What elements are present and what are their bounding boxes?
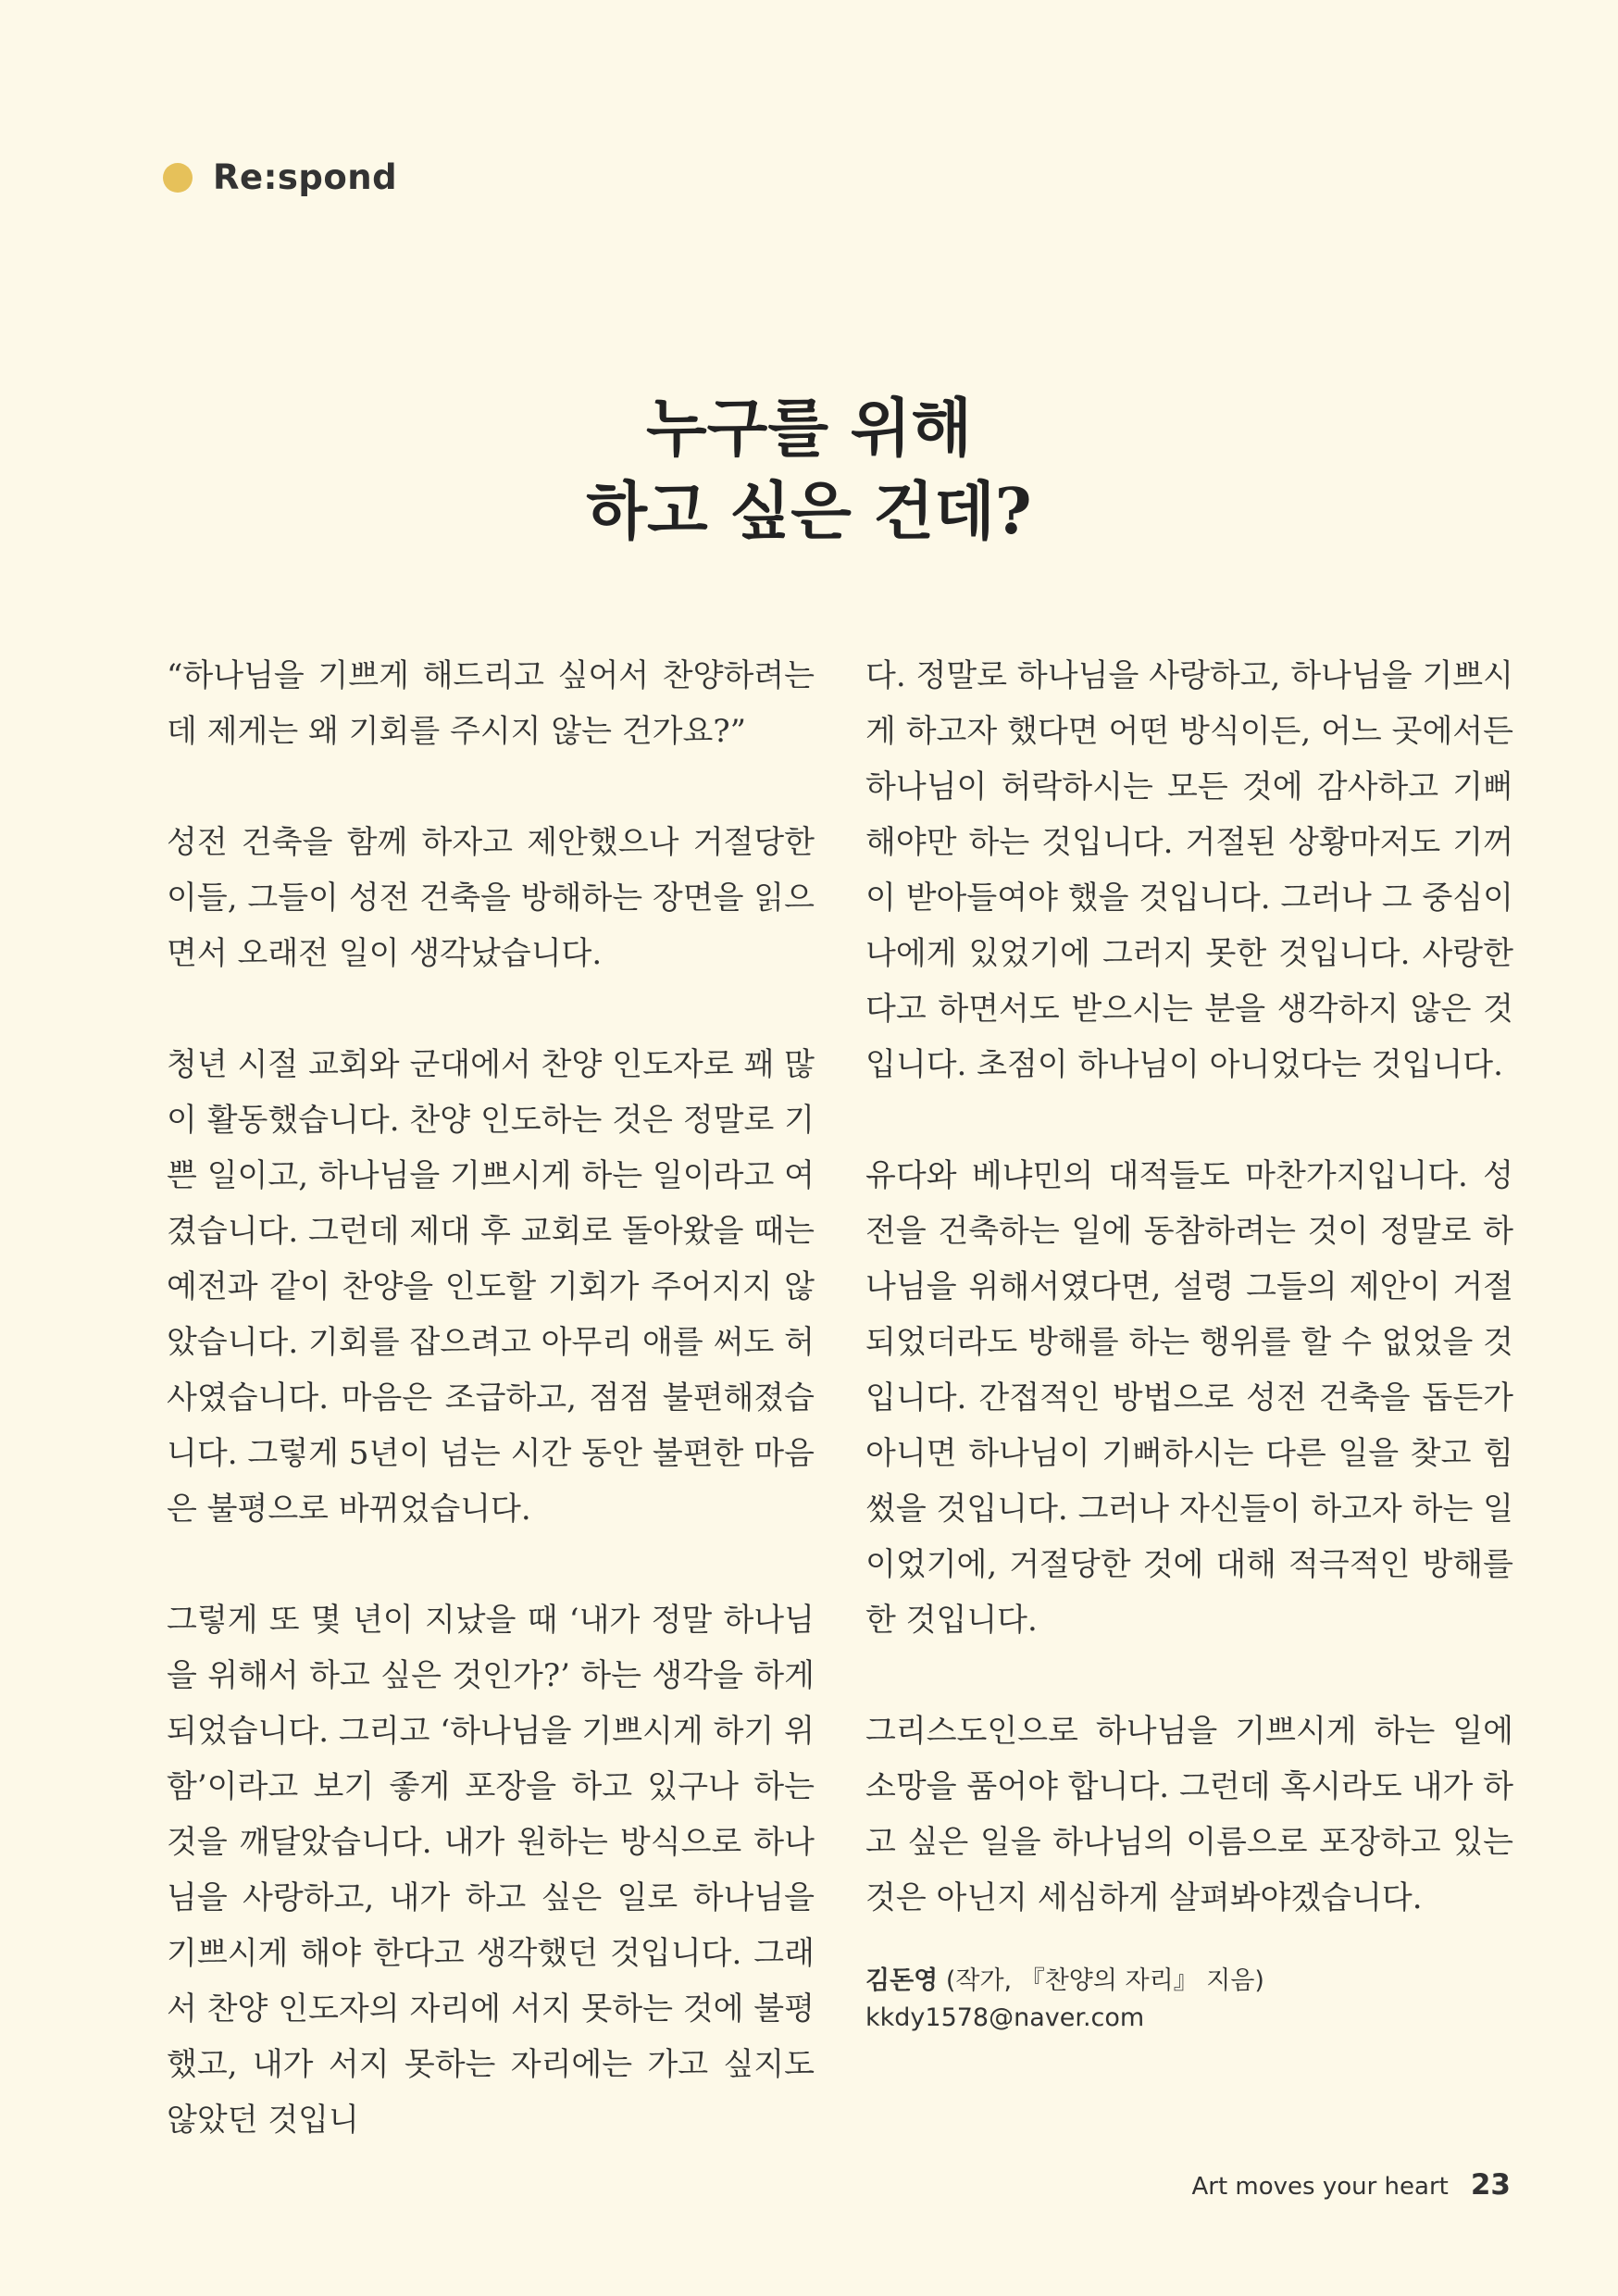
author-block — [865, 1963, 1513, 2037]
footer-tagline: Art moves your heart — [1191, 2173, 1449, 2201]
paragraph: 다. 정말로 하나님을 사랑하고, 하나님을 기쁘시게 하고자 했다면 어떤 방식이든, 어느 곳에서든 하나님이 허락하시는 모든 것에 감사하고 기뻐해야만 하는 것입니다. 거절된 상황마저도 기꺼이 받아들여야 했을 것입니다. 그러나 그 중심이 나에게 있었기에 그러지 못한 것입니다. 사랑한다고 하면서도 받으시는 분을 생각하지 않은 것입니다. 초점이 하나님이 아니었다는 것입니다. — [865, 657, 1513, 1083]
title-line-1: 누구를 위해 — [645, 392, 973, 466]
paragraph: 성전 건축을 함께 하자고 제안했으나 거절당한 이들, 그들이 성전 건축을 방해하는 장면을 읽으면서 오래전 일이 생각났습니다. — [167, 824, 815, 972]
paragraph: 청년 시절 교회와 군대에서 찬양 인도자로 꽤 많이 활동했습니다. 찬양 인도하는 것은 정말로 기쁜 일이고, 하나님을 기쁘시게 하는 일이라고 여겼습니다. 그런데 제대 후 교회로 돌아왔을 때는 예전과 같이 찬양을 인도할 기회가 주어지지 않았습니다. 기회를 잡으려고 아무리 애를 써도 허사였습니다. 마음은 조급하고, 점점 불편해졌습니다. 그렇게 5년이 넘는 시간 동안 불편한 마음은 불평으로 바뀌었습니다. — [167, 1046, 815, 1528]
author-email[interactable]: kkdy1578@naver.com — [865, 2003, 1145, 2032]
author-description: (작가, 『찬양의 자리』 지음) — [938, 1966, 1264, 1995]
paragraph: 유다와 베냐민의 대적들도 마찬가지입니다. 성전을 건축하는 일에 동참하려는 것이 정말로 하나님을 위해서였다면, 설령 그들의 제안이 거절되었더라도 방해를 하는 행위를 할 수 없었을 것입니다. 간접적인 방법으로 성전 건축을 돕든가 아니면 하나님이 기뻐하시는 다른 일을 찾고 힘썼을 것입니다. 그러나 자신들이 하고자 하는 일이었기에, 거절당한 것에 대해 적극적인 방해를 한 것입니다. — [865, 1157, 1513, 1639]
paragraph: 그리스도인으로 하나님을 기쁘시게 하는 일에 소망을 품어야 합니다. 그런데 혹시라도 내가 하고 싶은 일을 하나님의 이름으로 포장하고 있는 것은 아닌지 세심하게 살펴봐야겠습니다. — [865, 1713, 1513, 1916]
section-tag — [163, 157, 397, 197]
page-footer — [1191, 2168, 1511, 2202]
paragraph: “하나님을 기쁘게 해드리고 싶어서 찬양하려는데 제게는 왜 기회를 주시지 않는 건가요?” — [167, 657, 815, 750]
section-label: Re:spond — [213, 157, 398, 197]
section-dot-icon — [163, 163, 193, 193]
page-number: 23 — [1470, 2168, 1511, 2202]
title-line-2: 하고 싶은 건데? — [586, 475, 1032, 549]
left-column — [167, 648, 815, 2203]
paragraph: 그렇게 또 몇 년이 지났을 때 ‘내가 정말 하나님을 위해서 하고 싶은 것인가?’ 하는 생각을 하게 되었습니다. 그리고 ‘하나님을 기쁘시게 하기 위함’이라고 보기 좋게 포장을 하고 있구나 하는 것을 깨달았습니다. 내가 원하는 방식으로 하나님을 사랑하고, 내가 하고 싶은 일로 하나님을 기쁘시게 해야 한다고 생각했던 것입니다. 그래서 찬양 인도자의 자리에 서지 못하는 것에 불평했고, 내가 서지 못하는 자리에는 가고 싶지도 않았던 것입니 — [167, 1602, 815, 2139]
author-line — [865, 1963, 1513, 2000]
article-title — [0, 387, 1618, 554]
author-name: 김돈영 — [865, 1966, 939, 1995]
right-column — [865, 648, 1513, 2037]
